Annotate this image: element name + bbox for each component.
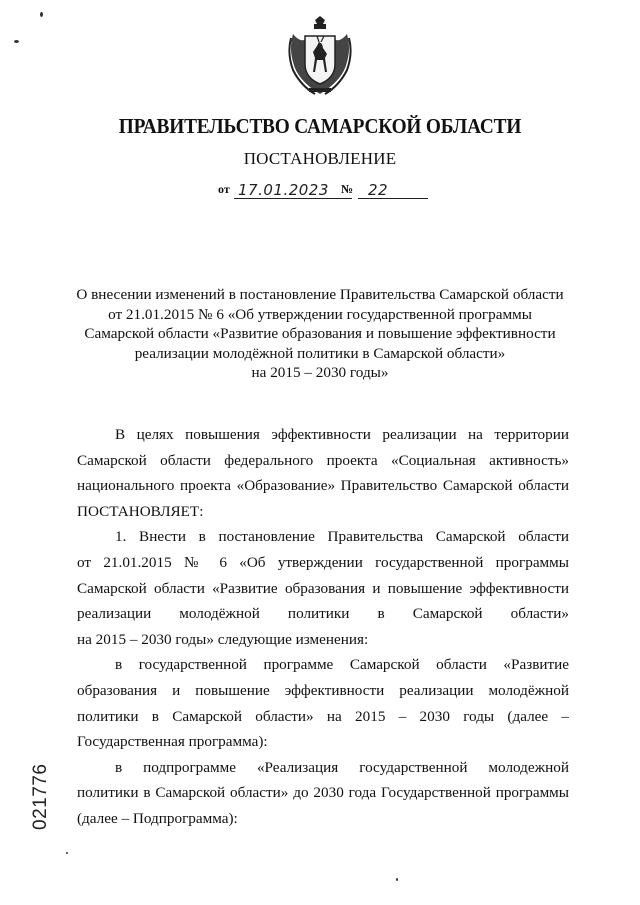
scan-speck xyxy=(66,852,68,854)
number-value: 22 xyxy=(368,181,389,199)
document-type: ПОСТАНОВЛЕНИЕ xyxy=(243,149,397,168)
body-line: В целях повышения эффективности реализации на территории xyxy=(115,426,569,443)
body-line: (далее – Подпрограмма): xyxy=(77,809,238,827)
heading-line: О внесении изменений в постановление Правительства Самарской области xyxy=(76,286,564,303)
body-line: политики в Самарской области» до 2030 года Государственной программы xyxy=(77,784,569,802)
body-line: Самарской области «Развитие образования и повышение эффективности xyxy=(77,579,569,597)
body-line: образования и повышение эффективности реализации молодёжной xyxy=(77,681,569,699)
body-line: в подпрограмме «Реализация государственной молодежной xyxy=(115,758,569,776)
date-prefix: от xyxy=(218,182,230,196)
heading-line: от 21.01.2015 № 6 «Об утверждении государственной программы xyxy=(108,305,532,323)
body-line: Самарской области федерального проекта «Социальная активность» xyxy=(77,451,569,469)
scan-speck xyxy=(40,12,43,17)
body-line: от 21.01.2015 № 6 «Об утверждении государственной программы xyxy=(77,553,569,571)
date-number-line xyxy=(218,177,438,203)
number-prefix: № xyxy=(341,182,354,196)
scan-speck xyxy=(14,40,19,43)
heading-line: на 2015 – 2030 годы» xyxy=(251,364,389,381)
scan-speck xyxy=(396,878,398,881)
body-line: национального проекта «Образование» Правительство Самарской области xyxy=(77,477,569,495)
document-body xyxy=(77,422,569,832)
body-line: политики в Самарской области» на 2015 – 2030 годы (далее – xyxy=(77,707,569,725)
coat-of-arms-icon xyxy=(287,14,353,98)
body-line: Государственная программа): xyxy=(77,733,268,751)
side-serial-number: 021776 xyxy=(30,763,51,830)
heading-line: Самарской области «Развитие образования и повышение эффективности xyxy=(84,325,556,342)
page-title: ПРАВИТЕЛЬСТВО САМАРСКОЙ ОБЛАСТИ xyxy=(118,114,522,138)
body-line: 1. Внести в постановление Правительства Самарской области xyxy=(115,528,569,546)
document-heading xyxy=(60,285,580,383)
body-line: реализации молодёжной политики в Самарской области» xyxy=(77,605,569,623)
date-value: 17.01.2023 xyxy=(238,181,329,199)
body-line: на 2015 – 2030 годы» следующие изменения: xyxy=(77,630,369,648)
heading-line: реализации молодёжной политики в Самарской области» xyxy=(134,344,506,362)
body-line: ПОСТАНОВЛЯЕТ: xyxy=(77,502,204,520)
body-line: в государственной программе Самарской области «Развитие xyxy=(115,656,569,674)
